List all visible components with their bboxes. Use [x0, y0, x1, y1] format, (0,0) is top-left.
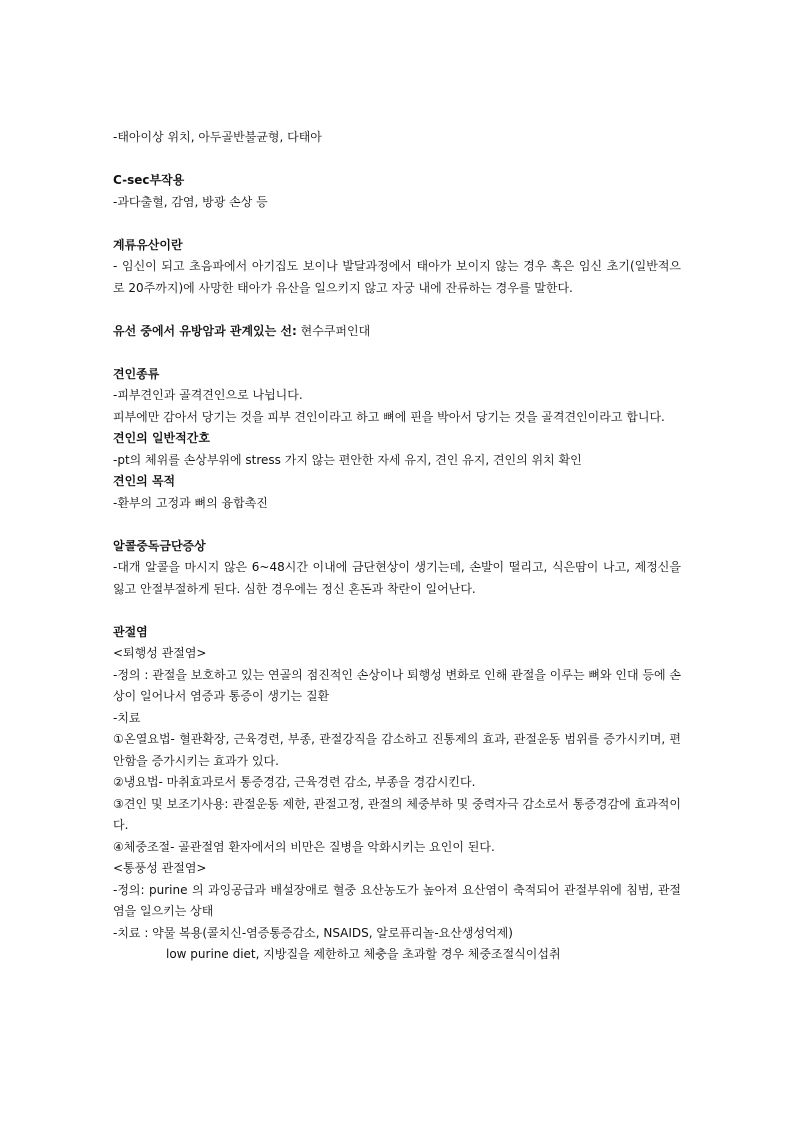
oa-subheading: <퇴행성 관절염>	[113, 646, 207, 660]
traction-purpose-heading: 견인의 목적	[113, 474, 176, 488]
oa-treatment-label: -치료	[113, 710, 141, 725]
breast-line	[113, 321, 681, 343]
oa-treatment-2: ②냉요법- 마취효과로서 통증경감, 근육경련 감소, 부종을 경감시킨다.	[113, 775, 476, 789]
spacer	[113, 213, 681, 235]
missed-abortion-heading: 계류유산이란	[113, 237, 183, 252]
gout-treatment: -치료 : 약물 복용(콜치신-염증통증감소, NSAIDS, 알로퓨리놀-요산생성억제)	[113, 925, 513, 940]
oa-treatment-4: ④체중조절- 골관절염 환자에서의 비만은 질병을 악화시키는 요인이 된다.	[113, 839, 495, 854]
oa-treatment-3: ③견인 및 보조기사용: 관절운동 제한, 관절고정, 관절의 체중부하 및 중력자극 감소로서 통증경감에 효과적이다.	[113, 796, 681, 832]
gout-treatment-diet: low purine diet, 지방질을 제한하고 체충을 초과할 경우 체중조절식이섭취	[166, 947, 561, 961]
breast-label: 유선 중에서 유방암과 관계있는 선:	[113, 323, 297, 338]
traction-line2: 피부에만 감아서 당기는 것을 피부 견인이라고 하고 뼈에 핀을 박아서 당기는 것을 골격견인이라고 합니다.	[113, 409, 665, 424]
alcohol-heading: 알콜중독금단증상	[113, 538, 206, 553]
oa-definition: -정의 : 관절을 보호하고 있는 연골의 점진적인 손상이나 퇴행성 변화로 인해 관절을 이루는 뼈와 인대 등에 손상이 일어나서 염증과 통증이 생기는 질환	[113, 667, 681, 703]
traction-care-text: -pt의 체위를 손상부위에 stress 가지 않는 편안한 자세 유지, 견인 유지, 견인의 위치 확인	[113, 452, 582, 467]
arthritis-heading: 관절염	[113, 624, 148, 639]
csec-text: -과다출혈, 감염, 방광 손상 등	[113, 194, 268, 209]
missed-abortion-text: - 임신이 되고 초음파에서 아기집도 보이나 발달과정에서 태아가 보이지 않는 경우 혹은 임신 초기(일반적으로 20주까지)에 사망한 태아가 유산을 일으키지 않고 자궁 내에 잔류하는 경우를 말한다.	[113, 259, 681, 295]
gout-definition: -정의: purine 의 과잉공급과 배설장애로 혈중 요산농도가 높아져 요산염이 축적되어 관절부위에 침범, 관절염을 일으키는 상태	[113, 882, 681, 918]
traction-heading: 견인종류	[113, 366, 160, 381]
document-page	[113, 127, 681, 966]
spacer	[113, 342, 681, 364]
spacer	[113, 149, 681, 171]
traction-care-heading: 견인의 일반적간호	[113, 431, 210, 445]
spacer	[113, 600, 681, 622]
fetal-line: -태아이상 위치, 아두골반불균형, 다태아	[113, 130, 322, 144]
alcohol-text: -대개 알콜을 마시지 않은 6~48시간 이내에 금단현상이 생기는데, 손발이 떨리고, 식은땀이 나고, 제정신을 잃고 안절부절하게 된다. 심한 경우에는 정신 혼돈과 착란이 일어난다.	[113, 560, 681, 596]
oa-treatment-1: ①온열요법- 혈관확장, 근육경련, 부종, 관절강직을 감소하고 진통제의 효과, 관절운동 범위를 증가시키며, 편안함을 증가시키는 효과가 있다.	[113, 732, 681, 768]
spacer	[113, 299, 681, 321]
csec-heading: C-sec부작용	[113, 173, 185, 187]
spacer	[113, 514, 681, 536]
traction-line1: -피부견인과 골격견인으로 나뉩니다.	[113, 388, 303, 402]
breast-value: 현수쿠퍼인대	[296, 323, 371, 338]
gout-subheading: <통풍성 관절염>	[113, 861, 207, 875]
traction-purpose-text: -환부의 고정과 뼈의 융합촉진	[113, 495, 268, 510]
